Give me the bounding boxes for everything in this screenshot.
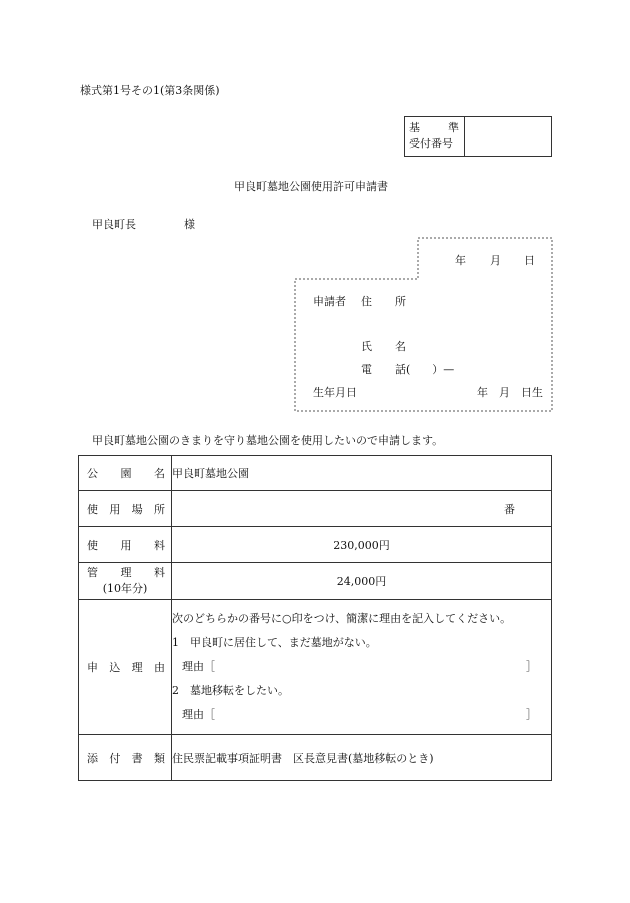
birth-suffix: 年 月 日生 xyxy=(477,386,543,399)
place-label: 使 用 場 所 xyxy=(79,491,172,527)
addressee-honorific: 様 xyxy=(184,218,195,231)
row-attach xyxy=(79,735,552,781)
reception-label: 基 準 受付番号 xyxy=(405,117,465,156)
reason-intro: 次のどちらかの番号に○印をつけ、簡潔に理由を記入してください。 xyxy=(172,612,512,625)
phone-label-b: 話( ）— xyxy=(395,363,455,376)
date-day: 日 xyxy=(524,254,535,267)
reason-label: 申 込 理 由 xyxy=(79,600,172,735)
attach-value: 住民票記載事項証明書 区長意見書(墓地移転のとき) xyxy=(172,735,552,781)
place-value[interactable]: 番 xyxy=(172,491,552,527)
row-mgmt xyxy=(79,563,552,600)
date-month: 月 xyxy=(490,254,501,267)
row-fee xyxy=(79,527,552,563)
row-park xyxy=(79,456,552,491)
park-label: 公 園 名 xyxy=(79,456,172,491)
address-label-b: 所 xyxy=(395,295,406,308)
birth-label: 生年月日 xyxy=(313,386,357,399)
address-label-a: 住 xyxy=(361,295,372,308)
mgmt-label: 管 理 料 (10年分) xyxy=(79,563,172,600)
attach-label: 添 付 書 類 xyxy=(79,735,172,781)
application-table xyxy=(78,455,552,781)
name-label-a: 氏 xyxy=(361,340,372,353)
reason-cell[interactable] xyxy=(172,600,552,735)
park-value: 甲良町墓地公園 xyxy=(172,456,552,491)
mgmt-sub: (10年分) xyxy=(102,582,148,595)
row-place xyxy=(79,491,552,527)
name-label-b: 名 xyxy=(395,340,406,353)
statement: 甲良町墓地公園のきまりを守り墓地公園を使用したいので申請します。 xyxy=(92,434,444,447)
applicant-label: 申請者 xyxy=(313,295,346,308)
phone-label-a: 電 xyxy=(361,363,372,376)
form-number: 様式第1号その1(第3条関係) xyxy=(80,84,220,97)
reason-line-1[interactable]: 理由［ ］ xyxy=(182,660,537,673)
row-reason xyxy=(79,600,552,735)
date-year: 年 xyxy=(455,254,466,267)
addressee-name: 甲良町長 xyxy=(92,218,136,231)
mgmt-value: 24,000円 xyxy=(172,563,552,600)
reason-option-2[interactable]: 2 墓地移転をしたい。 xyxy=(172,684,289,697)
fee-label: 使 用 料 xyxy=(79,527,172,563)
reason-line-2[interactable]: 理由［ ］ xyxy=(182,708,537,721)
applicant-dashed-outline xyxy=(0,0,630,420)
reason-option-1[interactable]: 1 甲良町に居住して、まだ墓地がない。 xyxy=(172,636,377,649)
fee-value: 230,000円 xyxy=(172,527,552,563)
page-title: 甲良町墓地公園使用許可申請書 xyxy=(234,180,388,193)
